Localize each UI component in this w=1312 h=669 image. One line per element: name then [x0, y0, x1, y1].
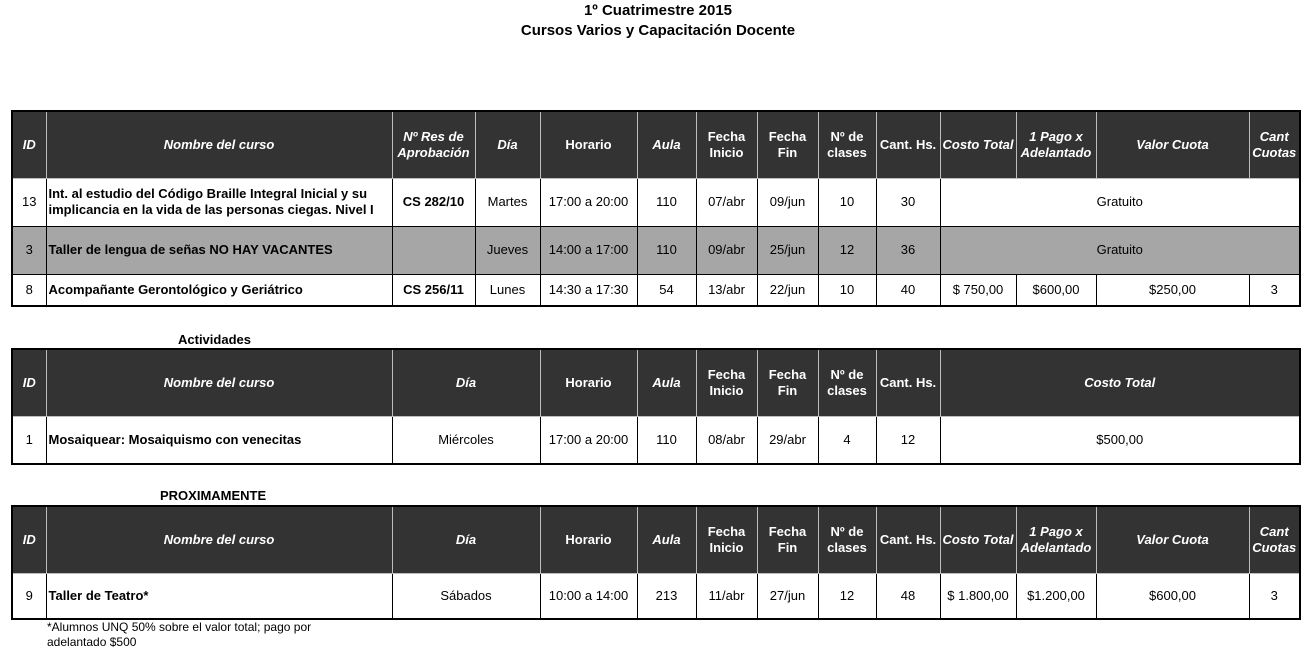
cell-fecha-fin: 27/jun	[757, 573, 818, 619]
footnote: *Alumnos UNQ 50% sobre el valor total; pago por adelantado $500	[47, 620, 312, 649]
cell-costo-total: $ 1.800,00	[940, 573, 1016, 619]
cell-fecha-fin: 09/jun	[757, 178, 818, 226]
cell-id: 8	[12, 274, 46, 306]
cell-costo-total: $500,00	[940, 416, 1300, 464]
cell-costo-total: $ 750,00	[940, 274, 1016, 306]
cell-fecha-inicio: 11/abr	[696, 573, 757, 619]
cell-cant-hs: 48	[876, 573, 940, 619]
header-aula: Aula	[637, 111, 696, 178]
cell-aula: 110	[637, 178, 696, 226]
cell-n-clases: 10	[818, 274, 876, 306]
header-horario: Horario	[540, 111, 637, 178]
cell-n-clases: 10	[818, 178, 876, 226]
cell-res: CS 256/11	[392, 274, 475, 306]
page-title: 1º Cuatrimestre 2015	[583, 2, 733, 19]
cell-nombre: Acompañante Gerontológico y Geriátrico	[46, 274, 392, 306]
cell-fecha-inicio: 08/abr	[696, 416, 757, 464]
cell-fecha-fin: 25/jun	[757, 226, 818, 274]
section-caption-proximamente: PROXIMAMENTE	[160, 488, 267, 503]
header-aula: Aula	[637, 506, 696, 573]
cell-cant-cuotas: 3	[1249, 274, 1300, 306]
header-pago-adelantado: 1 Pago x Adelantado	[1016, 111, 1096, 178]
header-costo-total: Costo Total	[940, 506, 1016, 573]
cell-fecha-fin: 22/jun	[757, 274, 818, 306]
cell-res: CS 282/10	[392, 178, 475, 226]
header-costo-total: Costo Total	[940, 349, 1300, 416]
header-nombre: Nombre del curso	[46, 506, 392, 573]
cell-dia: Sábados	[392, 573, 540, 619]
courses-table	[11, 110, 1301, 307]
cell-pago-adelantado: $1.200,00	[1016, 573, 1096, 619]
cell-aula: 54	[637, 274, 696, 306]
cell-id: 1	[12, 416, 46, 464]
cell-fecha-inicio: 07/abr	[696, 178, 757, 226]
header-dia: Día	[392, 349, 540, 416]
header-id: ID	[12, 506, 46, 573]
header-n-clases: Nº de clases	[818, 111, 876, 178]
cell-horario: 17:00 a 20:00	[540, 416, 637, 464]
section-caption-actividades: Actividades	[178, 332, 251, 347]
cell-n-clases: 12	[818, 226, 876, 274]
header-pago-adelantado: 1 Pago x Adelantado	[1016, 506, 1096, 573]
header-cant-hs: Cant. Hs.	[876, 111, 940, 178]
header-horario: Horario	[540, 506, 637, 573]
header-dia: Día	[392, 506, 540, 573]
header-id: ID	[12, 349, 46, 416]
header-fecha-inicio: Fecha Inicio	[696, 506, 757, 573]
cell-fecha-inicio: 09/abr	[696, 226, 757, 274]
upcoming-table	[11, 505, 1301, 620]
header-aula: Aula	[637, 349, 696, 416]
cell-horario: 14:30 a 17:30	[540, 274, 637, 306]
header-fecha-inicio: Fecha Inicio	[696, 349, 757, 416]
cell-n-clases: 4	[818, 416, 876, 464]
header-nombre: Nombre del curso	[46, 111, 392, 178]
cell-cant-hs: 30	[876, 178, 940, 226]
header-nombre: Nombre del curso	[46, 349, 392, 416]
activities-table	[11, 348, 1301, 465]
header-fecha-inicio: Fecha Inicio	[696, 111, 757, 178]
header-res: Nº Res de Aprobación	[392, 111, 475, 178]
cell-res	[392, 226, 475, 274]
header-fecha-fin: Fecha Fin	[757, 349, 818, 416]
table-header-row	[12, 349, 1300, 416]
header-fecha-fin: Fecha Fin	[757, 506, 818, 573]
header-cant-hs: Cant. Hs.	[876, 506, 940, 573]
header-costo-total: Costo Total	[940, 111, 1016, 178]
header-n-clases: Nº de clases	[818, 349, 876, 416]
cell-horario: 10:00 a 14:00	[540, 573, 637, 619]
cell-aula: 110	[637, 416, 696, 464]
header-cant-hs: Cant. Hs.	[876, 349, 940, 416]
header-dia: Día	[475, 111, 540, 178]
table-row	[12, 226, 1300, 274]
cell-dia: Jueves	[475, 226, 540, 274]
cell-fecha-fin: 29/abr	[757, 416, 818, 464]
header-id: ID	[12, 111, 46, 178]
cell-horario: 14:00 a 17:00	[540, 226, 637, 274]
cell-cant-hs: 12	[876, 416, 940, 464]
cell-dia: Miércoles	[392, 416, 540, 464]
cell-cant-hs: 40	[876, 274, 940, 306]
cell-nombre: Taller de Teatro*	[46, 573, 392, 619]
cell-cant-cuotas: 3	[1249, 573, 1300, 619]
cell-costo: Gratuito	[940, 226, 1300, 274]
header-fecha-fin: Fecha Fin	[757, 111, 818, 178]
header-cant-cuotas: Cant Cuotas	[1249, 506, 1300, 573]
cell-valor-cuota: $250,00	[1096, 274, 1249, 306]
header-horario: Horario	[540, 349, 637, 416]
cell-horario: 17:00 a 20:00	[540, 178, 637, 226]
cell-pago-adelantado: $600,00	[1016, 274, 1096, 306]
table-row	[12, 573, 1300, 619]
cell-id: 3	[12, 226, 46, 274]
cell-nombre: Mosaiquear: Mosaiquismo con venecitas	[46, 416, 392, 464]
table-row	[12, 416, 1300, 464]
cell-costo: Gratuito	[940, 178, 1300, 226]
table-row	[12, 178, 1300, 226]
table-header-row	[12, 506, 1300, 573]
cell-aula: 110	[637, 226, 696, 274]
header-cant-cuotas: Cant Cuotas	[1249, 111, 1300, 178]
cell-cant-hs: 36	[876, 226, 940, 274]
cell-dia: Lunes	[475, 274, 540, 306]
cell-nombre: Int. al estudio del Código Braille Integral Inicial y su implicancia en la vida de las personas ciegas. Nivel I	[46, 178, 392, 226]
cell-dia: Martes	[475, 178, 540, 226]
page-subtitle: Cursos Varios y Capacitación Docente	[520, 22, 796, 39]
header-valor-cuota: Valor Cuota	[1096, 111, 1249, 178]
cell-n-clases: 12	[818, 573, 876, 619]
header-valor-cuota: Valor Cuota	[1096, 506, 1249, 573]
table-row	[12, 274, 1300, 306]
cell-nombre: Taller de lengua de señas NO HAY VACANTES	[46, 226, 392, 274]
cell-id: 9	[12, 573, 46, 619]
cell-id: 13	[12, 178, 46, 226]
header-n-clases: Nº de clases	[818, 506, 876, 573]
cell-valor-cuota: $600,00	[1096, 573, 1249, 619]
cell-fecha-inicio: 13/abr	[696, 274, 757, 306]
table-header-row	[12, 111, 1300, 178]
cell-aula: 213	[637, 573, 696, 619]
